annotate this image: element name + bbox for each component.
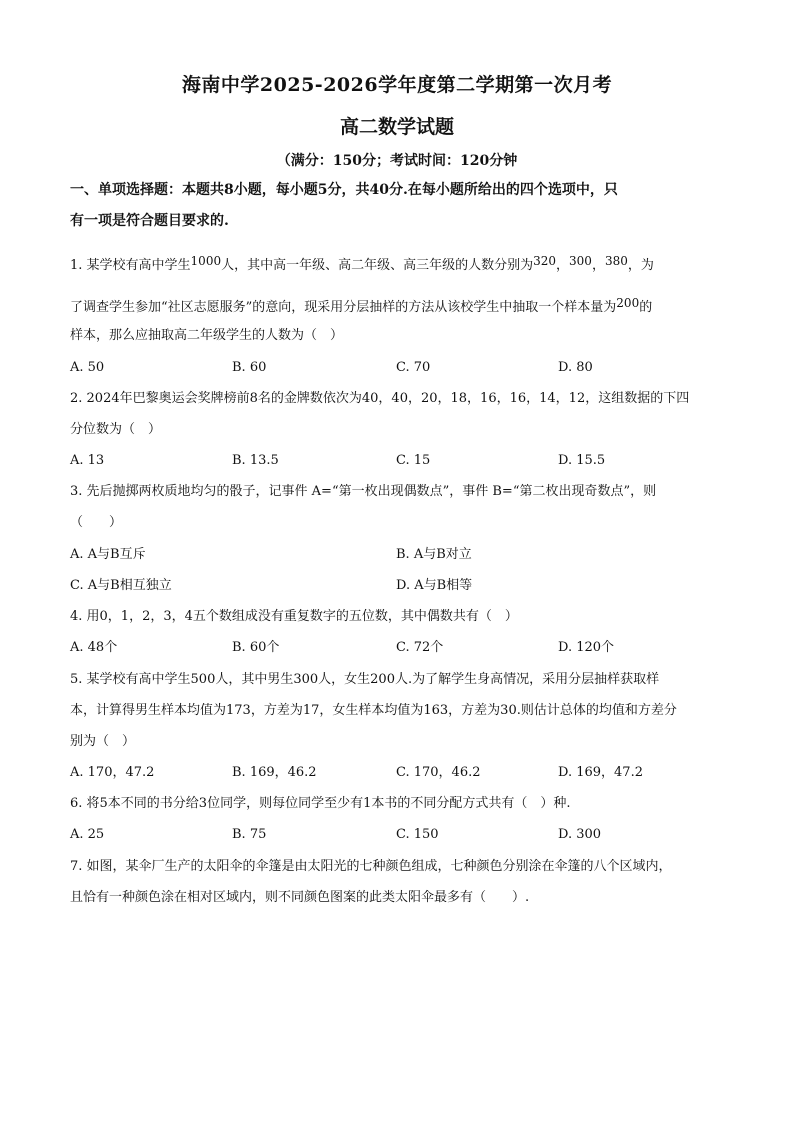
question-5-line-3: 别为（ ） xyxy=(70,734,136,749)
question-2-line-1: 2. 2024年巴黎奥运会奖牌榜前8名的金牌数依次为40，40，20，18，16，16，14，12，这组数据的下四 xyxy=(70,391,690,406)
question-3-options-row-1 xyxy=(70,545,730,565)
section-heading-line-2: 有一项是符合题目要求的. xyxy=(70,213,229,229)
q1-number-300: 300 xyxy=(569,254,592,268)
exam-info: （满分：150分；考试时间：120分钟 xyxy=(276,153,518,169)
question-2-options xyxy=(70,451,730,471)
question-6-options xyxy=(70,825,730,845)
q6-option-d[interactable]: D. 300 xyxy=(558,827,602,842)
q1-number-200: 200 xyxy=(616,296,640,310)
q1-text-c: ，为 xyxy=(627,258,654,273)
q2-option-c[interactable]: C. 15 xyxy=(396,453,431,468)
question-3-options-row-2 xyxy=(70,576,730,596)
q4-option-d[interactable]: D. 120个 xyxy=(558,640,615,655)
question-1-options xyxy=(70,358,730,378)
exam-title: 海南中学2025-2026学年度第二学期第一次月考 xyxy=(181,74,613,96)
q1-option-a[interactable]: A. 50 xyxy=(70,360,105,375)
question-5-line-1: 5. 某学校有高中学生500人，其中男生300人，女生200人.为了解学生身高情况，采用分层抽样获取样 xyxy=(70,672,660,687)
q2-option-b[interactable]: B. 13.5 xyxy=(232,453,279,468)
q3-option-b[interactable]: B. A与B对立 xyxy=(396,547,472,562)
q6-option-c[interactable]: C. 150 xyxy=(396,827,439,842)
question-5-line-2: 本，计算得男生样本均值为173，方差为17，女生样本均值为163，方差为30.则估计总体的均值和方差分 xyxy=(70,703,677,718)
question-6-line-1: 6. 将5本不同的书分给3位同学，则每位同学至少有1本书的不同分配方式共有（ ）种. xyxy=(70,796,571,811)
question-2-line-2: 分位数为（ ） xyxy=(70,422,162,437)
q1-option-c[interactable]: C. 70 xyxy=(396,360,431,375)
q3-option-c[interactable]: C. A与B相互独立 xyxy=(70,578,172,593)
q5-option-d[interactable]: D. 169，47.2 xyxy=(558,765,643,780)
question-3-line-2: （ ） xyxy=(70,515,123,530)
question-1-line-1: 1. 某学校有高中学生1000人，其中高一年级、高二年级、高三年级的人数分别为320，300，380，为 xyxy=(70,254,654,273)
question-4-line-1: 4. 用0，1，2，3，4五个数组成没有重复数字的五位数，其中偶数共有（ ） xyxy=(70,609,518,624)
question-4-options xyxy=(70,638,730,658)
question-7-line-2: 且恰有一种颜色涂在相对区域内，则不同颜色图案的此类太阳伞最多有（ ）. xyxy=(70,890,530,905)
q4-option-a[interactable]: A. 48个 xyxy=(70,640,118,655)
q6-option-b[interactable]: B. 75 xyxy=(232,827,267,842)
q1-number-380: 380 xyxy=(604,254,628,268)
q5-option-c[interactable]: C. 170，46.2 xyxy=(396,765,481,780)
exam-subtitle: 高二数学试题 xyxy=(339,116,454,138)
q2-option-a[interactable]: A. 13 xyxy=(70,453,105,468)
q4-option-c[interactable]: C. 72个 xyxy=(396,640,444,655)
q1-number-320: 320 xyxy=(533,254,557,268)
q1-text-d: 了调查学生参加“社区志愿服务”的意向，现采用分层抽样的方法从该校学生中抽取一个样本量为 xyxy=(70,300,617,315)
q3-option-d[interactable]: D. A与B相等 xyxy=(396,578,473,593)
q4-option-b[interactable]: B. 60个 xyxy=(232,640,280,655)
q1-text-a: 1. 某学校有高中学生 xyxy=(70,258,191,273)
question-3-line-1: 3. 先后抛掷两枚质地均匀的骰子，记事件 A=“第一枚出现偶数点”，事件 B=“第二枚出现奇数点”，则 xyxy=(70,484,657,499)
q1-text-e: 的 xyxy=(639,300,653,315)
question-5-options xyxy=(70,763,730,783)
q6-option-a[interactable]: A. 25 xyxy=(70,827,105,842)
question-7-line-1: 7. 如图，某伞厂生产的太阳伞的伞篷是由太阳光的七种颜色组成，七种颜色分别涂在伞篷的八个区域内， xyxy=(70,859,672,874)
q2-option-d[interactable]: D. 15.5 xyxy=(558,453,606,468)
q1-text-b: 人，其中高一年级、高二年级、高三年级的人数分别为 xyxy=(221,258,534,273)
question-1-line-2 xyxy=(70,293,730,318)
q3-option-a[interactable]: A. A与B互斥 xyxy=(70,547,146,562)
q5-option-b[interactable]: B. 169，46.2 xyxy=(232,765,317,780)
q1-option-d[interactable]: D. 80 xyxy=(558,360,593,375)
q5-option-a[interactable]: A. 170，47.2 xyxy=(70,765,155,780)
q1-number-1000: 1000 xyxy=(190,254,222,268)
section-heading-line-1: 一、单项选择题：本题共8小题，每小题5分，共40分.在每小题所给出的四个选项中，只 xyxy=(70,182,618,198)
q1-option-b[interactable]: B. 60 xyxy=(232,360,267,375)
question-1-line-3: 样本，那么应抽取高二年级学生的人数为（ ） xyxy=(70,328,344,343)
